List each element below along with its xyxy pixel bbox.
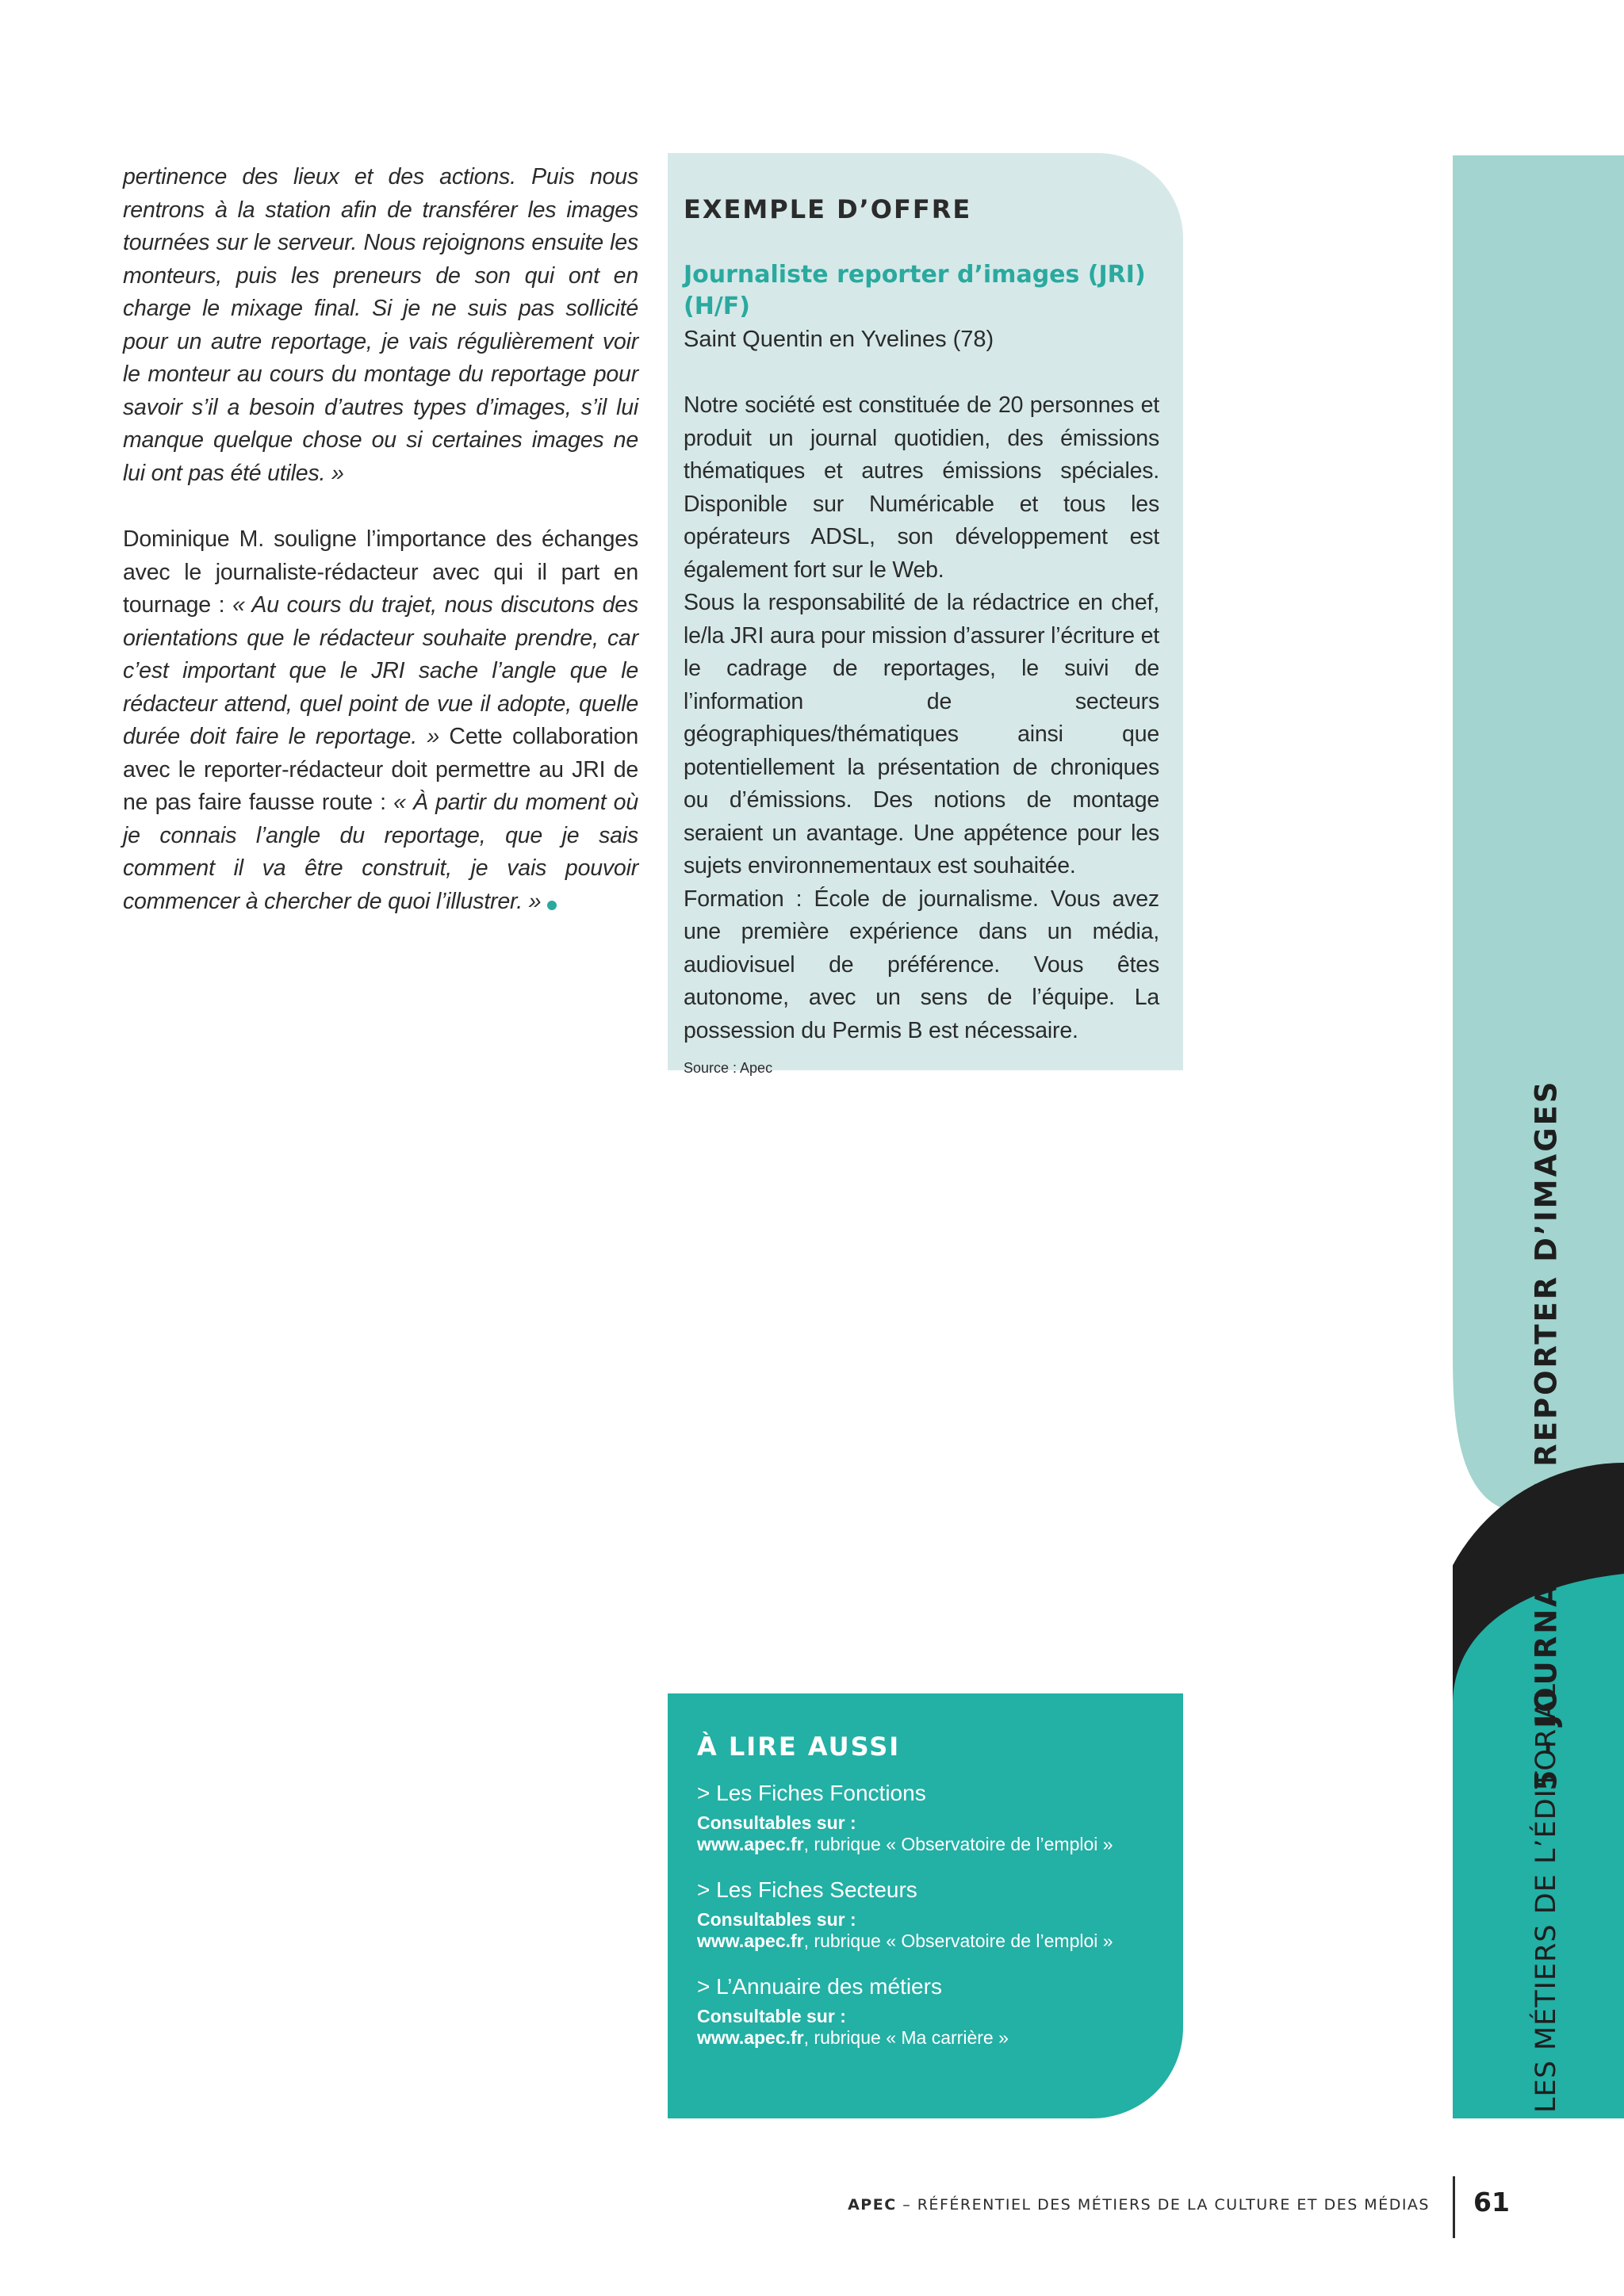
- paragraph-text: Cette collaboration avec le reporter-rédacteur doit permettre au JRI de ne pas faire fausse route :: [123, 724, 638, 815]
- website-link[interactable]: www.apec.fr: [697, 2027, 804, 2048]
- footer-publication: – RÉFÉRENTIEL DES MÉTIERS DE LA CULTURE ET DES MÉDIAS: [896, 2196, 1430, 2214]
- article-paragraph: [123, 523, 638, 918]
- read-also-heading: À LIRE AUSSI: [697, 1732, 901, 1762]
- offer-location: Saint Quentin en Yvelines (78): [684, 327, 994, 352]
- footer-brand: APEC: [848, 2196, 897, 2214]
- rubric-text: , rubrique « Ma carrière »: [803, 2027, 1009, 2048]
- offer-requirements: Formation : École de journalisme. Vous avez une première expérience dans un média, audiovisuel de préférence. Vous êtes autonome, avec un sens de l’équipe. La possession du Permis B est nécessaire.: [684, 886, 1159, 1043]
- chapter-title-vertical: 5 – JOURNALISTE REPORTER D’IMAGES: [1529, 1079, 1564, 1791]
- read-also-item: [697, 1874, 1159, 1952]
- offer-title: Journaliste reporter d’images (JRI) (H/F): [684, 261, 1146, 320]
- quote-text: « Au cours du trajet, nous discutons des orientations que le rédacteur souhaite prendre, car c’est important que le JRI sache l’angle que le rédacteur attend, quel point de vue il adopte, quelle durée doit faire le reportage. »: [123, 592, 638, 749]
- offer-responsibilities: Sous la responsabilité de la rédactrice en chef, le/la JRI aura pour mission d’assurer l’écriture et le cadrage de reportages, le suivi de l’information de secteurs géographiques/thématiques ainsi que potentiellement la présentation de chroniques ou d’émissions. Des notions de montage seraient un avantage. Une appétence pour les sujets environnementaux est souhaitée.: [684, 590, 1159, 878]
- offer-description: Notre société est constituée de 20 personnes et produit un journal quotidien, des émissions thématiques et autres émissions spéciales. Disponible sur Numéricable et tous les opérateurs ADSL, son développement est également fort sur le Web.: [684, 392, 1159, 583]
- consult-label: [697, 1812, 1159, 1834]
- job-offer-box: [668, 153, 1183, 1076]
- quote-text: « À partir du moment où je connais l’angle du reportage, que je sais comment il va être construit, je vais pouvoir commencer à chercher de quoi l’illustrer. »: [123, 790, 638, 914]
- consult-location: [697, 1931, 1159, 1952]
- footer-divider: [1453, 2176, 1455, 2238]
- read-also-box: [668, 1693, 1183, 2118]
- consult-location: [697, 1834, 1159, 1855]
- read-also-link[interactable]: > Les Fiches Secteurs: [697, 1877, 917, 1902]
- website-link[interactable]: www.apec.fr: [697, 1931, 804, 1951]
- consult-text: Consultables sur :: [697, 1812, 856, 1833]
- consult-label: [697, 2006, 1159, 2027]
- end-bullet-icon: [547, 901, 557, 910]
- offer-source: Source : Apec: [684, 1060, 773, 1076]
- read-also-item: [697, 1777, 1159, 1855]
- read-also-link[interactable]: > Les Fiches Fonctions: [697, 1781, 926, 1805]
- read-also-item: [697, 1971, 1159, 2049]
- quote-paragraph: pertinence des lieux et des actions. Puis nous rentrons à la station afin de transférer les images tournées sur le serveur. Nous rejoignons ensuite les monteurs, puis les preneurs de son qui ont en charge le mixage final. Si je ne suis pas sollicité pour un autre reportage, je vais régulièrement voir le monteur au cours du montage du reportage pour savoir s’il a besoin d’autres types d’images, s’il lui manque quelque chose ou si certaines images ne lui ont pas été utiles. »: [123, 164, 638, 486]
- read-also-link[interactable]: > L’Annuaire des métiers: [697, 1974, 942, 1999]
- footer-title: [848, 2196, 1430, 2214]
- website-link[interactable]: www.apec.fr: [697, 1834, 804, 1854]
- consult-text: Consultables sur :: [697, 1909, 856, 1930]
- consult-location: [697, 2027, 1159, 2049]
- article-column: [123, 161, 638, 918]
- consult-label: [697, 1909, 1159, 1931]
- rubric-text: , rubrique « Observatoire de l’emploi »: [803, 1834, 1113, 1854]
- paragraph-text: Dominique M. souligne l’importance des échanges avec le journaliste-rédacteur avec qui il part en tournage :: [123, 526, 638, 618]
- section-title-vertical: LES MÉTIERS DE L’ÉDITORIAL: [1530, 1683, 1562, 2113]
- page-number: 61: [1473, 2187, 1510, 2218]
- rubric-text: , rubrique « Observatoire de l’emploi »: [803, 1931, 1113, 1951]
- offer-heading: EXEMPLE D’OFFRE: [684, 194, 972, 224]
- consult-text: Consultable sur :: [697, 2006, 846, 2026]
